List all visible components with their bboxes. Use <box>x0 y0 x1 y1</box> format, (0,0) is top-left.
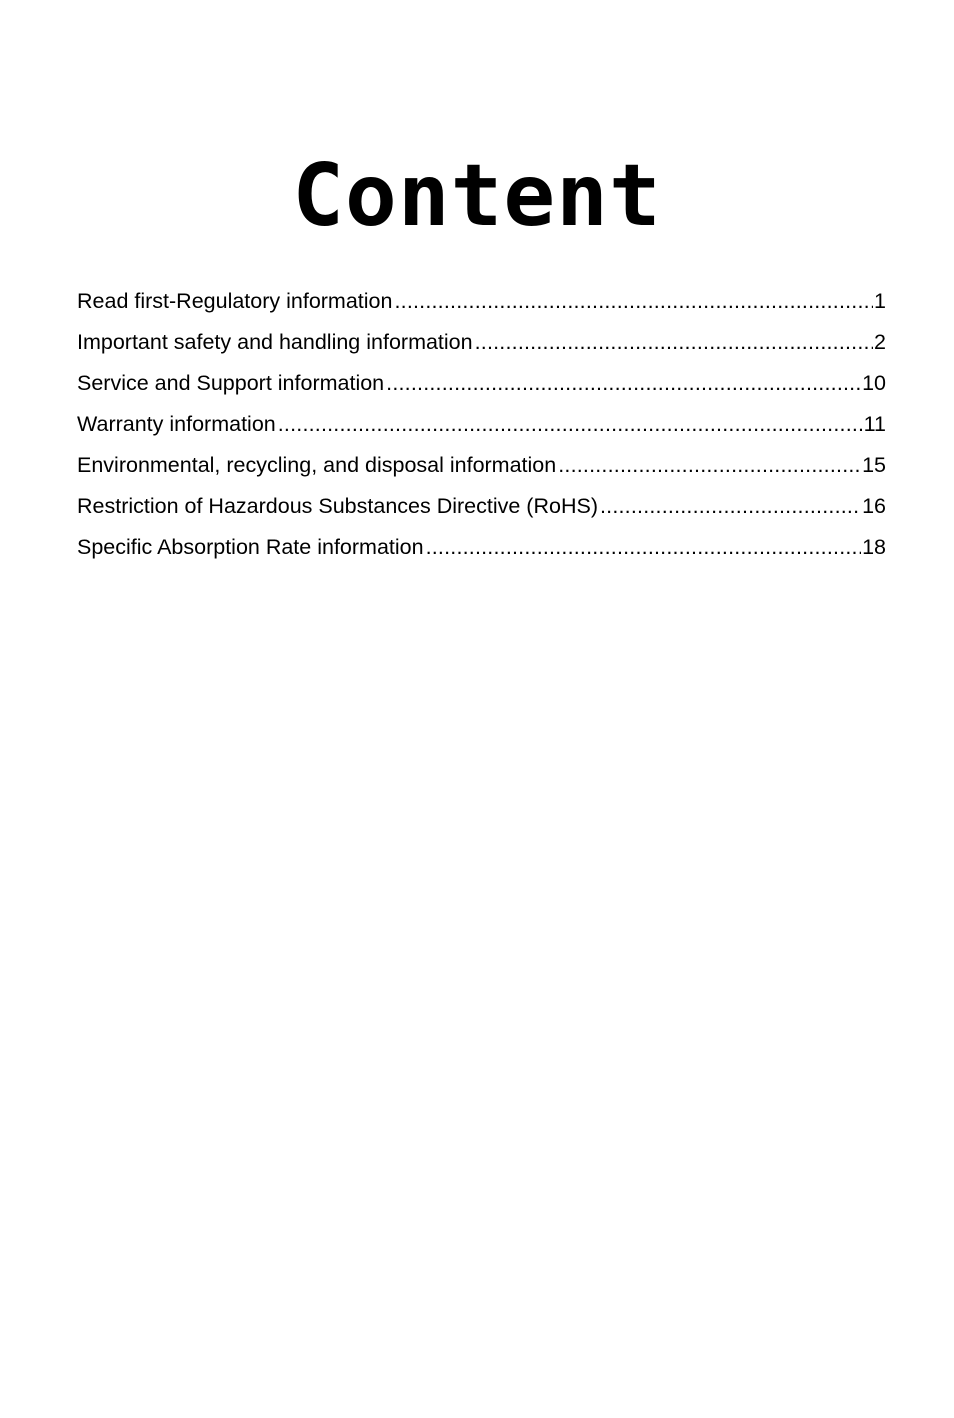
toc-dot-leader <box>278 405 863 443</box>
toc-entry-label: Specific Absorption Rate information <box>77 535 424 559</box>
toc-entry-sar[interactable] <box>77 528 886 569</box>
toc-page-number: 1 <box>874 289 886 313</box>
toc-page-number: 2 <box>874 330 886 354</box>
toc-dot-leader <box>558 446 861 484</box>
toc-entry-label: Important safety and handling information <box>77 330 473 354</box>
toc-page-number: 10 <box>862 371 886 395</box>
toc-page-number: 16 <box>862 494 886 518</box>
toc-dot-leader <box>426 528 862 566</box>
toc-entry-warranty[interactable] <box>77 405 886 446</box>
toc-dot-leader <box>475 323 873 361</box>
toc-entry-safety[interactable] <box>77 323 886 364</box>
toc-entry-environmental[interactable] <box>77 446 886 487</box>
toc-entry-regulatory[interactable] <box>77 282 886 323</box>
toc-entry-label: Environmental, recycling, and disposal information <box>77 453 557 477</box>
toc-entry-service-support[interactable] <box>77 364 886 405</box>
toc-entry-rohs[interactable] <box>77 487 886 528</box>
toc-dot-leader <box>600 487 861 525</box>
toc-page-number: 15 <box>862 453 886 477</box>
table-of-contents <box>77 282 886 569</box>
toc-entry-label: Warranty information <box>77 412 276 436</box>
toc-entry-label: Restriction of Hazardous Substances Directive (RoHS) <box>77 494 598 518</box>
toc-dot-leader <box>394 282 873 320</box>
toc-page-number: 18 <box>862 535 886 559</box>
page-title: Content <box>292 146 662 246</box>
toc-entry-label: Read first-Regulatory information <box>77 289 393 313</box>
toc-dot-leader <box>386 364 861 402</box>
toc-entry-label: Service and Support information <box>77 371 385 395</box>
toc-page-number: 11 <box>863 412 886 436</box>
